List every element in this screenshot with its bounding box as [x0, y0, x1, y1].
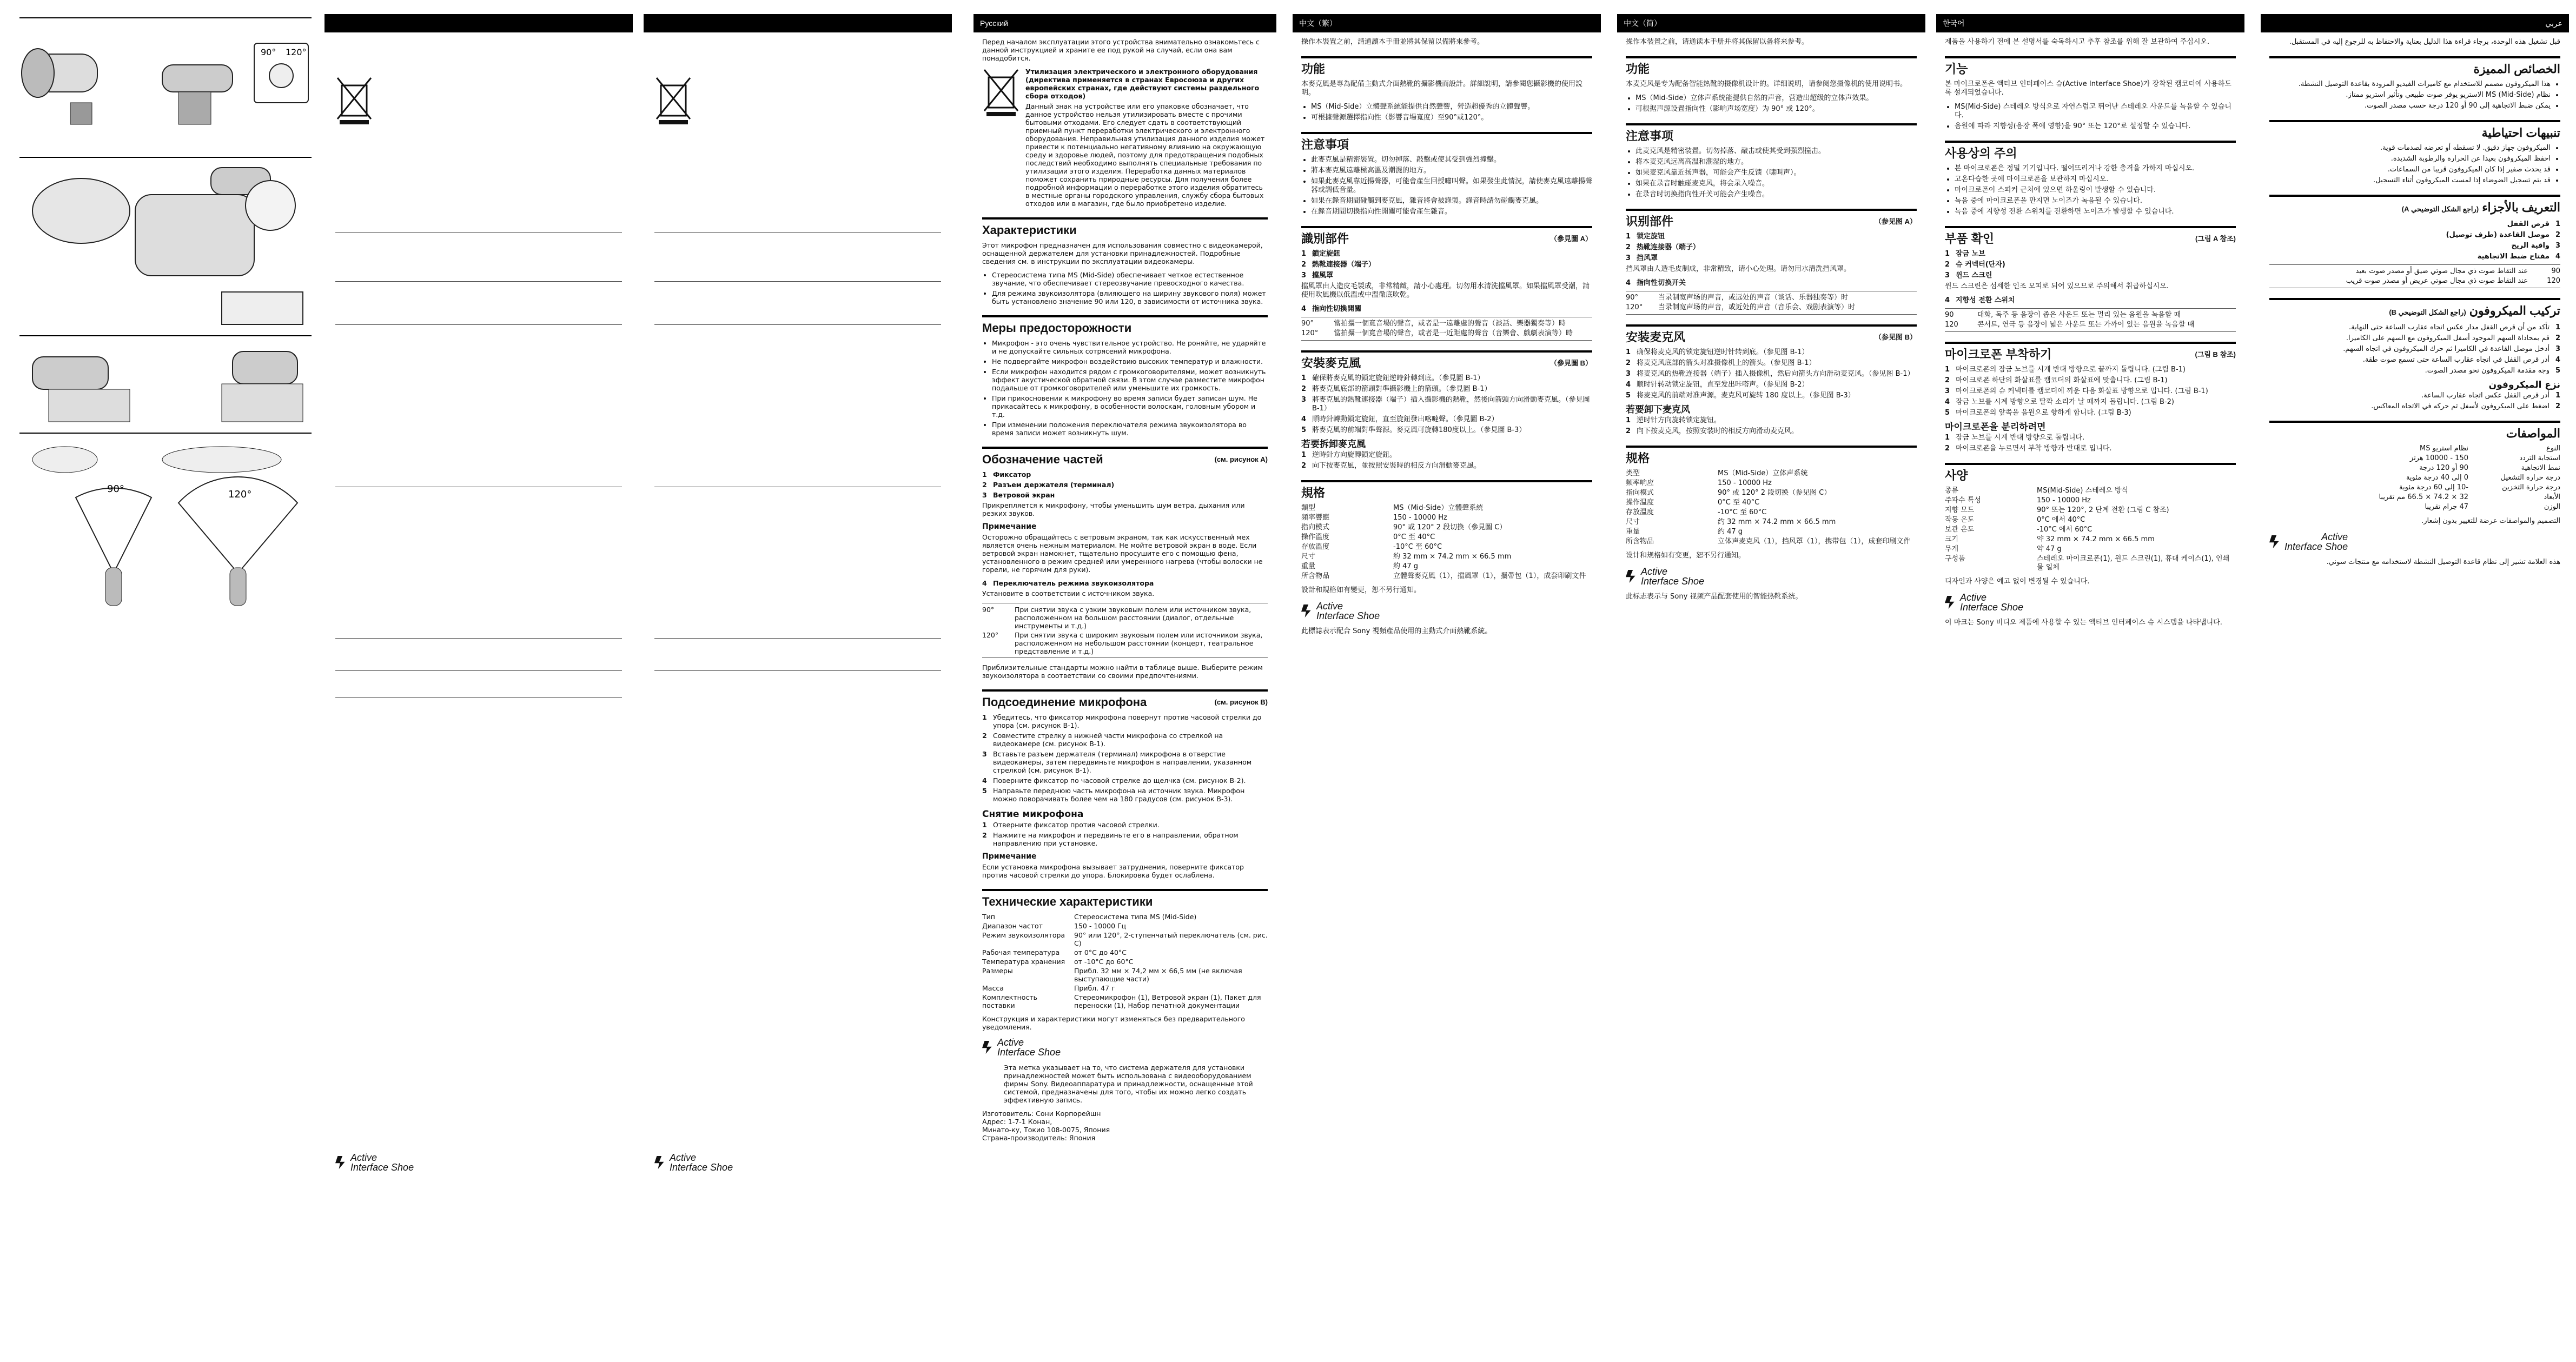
list-item: • 將本麥克風遠離極高溫及潮濕的地方。 [1311, 167, 1592, 175]
recycle-bin-icon [335, 76, 373, 127]
list-item: • При изменении положения переключателя режима звукоизолятора во время записи может возникнуть шум. [992, 421, 1268, 437]
step: 2 마이크로폰 하단의 화살표를 캠코더의 화살표에 맞춥니다. (그림 B-1) [1945, 376, 2168, 384]
list-item: • 在录音时切换指向性开关可能会产生噪音。 [1635, 190, 1917, 199]
blank-header-bar [325, 14, 633, 32]
precautions-list [982, 339, 1268, 437]
features-list [1626, 94, 1917, 114]
page-header: 한국어 [1936, 14, 2244, 32]
modes-table: 90° 當拍攝一個寬音場的聲音，或者是一遠離處的聲音（談話、樂器獨奏等）時 120° 當拍攝一個寬音場的聲音，或者是一近距處的聲音（音樂會、戲劇表演等）時 [1301, 317, 1592, 341]
active-interface-shoe-logo: Active Interface Shoe [1301, 601, 1592, 621]
features-heading: Характеристики [982, 217, 1268, 238]
attach-heading: تركيب الميكروفون (راجع الشكل التوضيحي B) [2269, 298, 2560, 320]
disposal-text: Данный знак на устройстве или его упаковке обозначает, что данное устройство нельзя утилизировать вместе с прочими бытовыми отходами. Его следует сдать в соответствующий приемный пункт переработки электрического и электронного оборудования. Неправильная утилизация данного изделия может привести к потенциально негативному влиянию на окружающую среду и здоровье людей, поэтому для предотвращения подобных последствий необходимо выполнять специальные требования по утилизации этого изделия. Переработка данных материалов поможет сохранить природные ресурсы. Для получения более подробной информации о переработке этого изделия обратитесь в местные органы городского управления, службу сбора бытовых отходов или в магазин, где было приобретено изделие. [1025, 102, 1265, 208]
figure-c-directivity [16, 438, 319, 616]
list-item: • 此麦克风是精密装置。切勿掉落、敲击或使其受到强烈撞击。 [1635, 147, 1917, 156]
precautions-heading: تنبيهات احتياطية [2269, 120, 2560, 141]
step: 3 將麥克風的熱靴連接器（端子）插入攝影機的熱靴，然後向箭頭方向滑動麥克風。（參見圖 B-1） [1301, 396, 1590, 413]
part-item: 2 熱靴連接器（端子） [1301, 261, 1376, 269]
list-item: • 如果在录音时触碰麦克风，将会录入噪音。 [1635, 180, 1917, 188]
part-item: 3 擋風罩 [1301, 271, 1334, 280]
intro-text: 제품을 사용하기 전에 본 설명서를 숙독하시고 추후 참조를 위해 잘 보관하여 주십시오. [1945, 38, 2210, 46]
part-item: 2 موصل القاعدة (طرف توصيل) [2446, 231, 2560, 239]
specs-note: التصميم والمواصفات عرضة للتغيير بدون إشعار. [2421, 517, 2560, 525]
list-item: • احفظ الميكروفون بعيدا عن الحرارة والرطوبة الشديدة. [2269, 155, 2551, 163]
features-list [1301, 103, 1592, 122]
features-text: Этот микрофон предназначен для использования совместно с видеокамерой, оснащенной держателем для установки принадлежностей. Подробные сведения см. в инструкции по эксплуатации видеокамеры. [982, 241, 1263, 265]
part-item: 4 지향성 전환 스위치 [1945, 296, 2015, 304]
intro-text: 操作本裝置之前，請通讀本手冊並將其保留以備將來參考。 [1301, 38, 1485, 46]
list-item: • MS（Mid-Side）立體聲系統能提供自然聲響，營造超優秀的立體聲響。 [1311, 103, 1592, 111]
specs-table: 类型 MS（Mid-Side）立体声系统 频率响应 150 - 10000 Hz 指向模式 90° 或 120° 2 段切换（参见图 C） 操作温度 0°C 至 40°C 存放温度 -10°C 至 60°C 尺寸 约 32 mm × 74.2 mm × 66.5 mm 重量 约 47 g 所含物品 立体声麦克风（1），挡风罩（1），携带包（1），成套印刷文件 [1626, 469, 1911, 546]
step: 2 마이크로폰을 누르면서 부착 방향과 반대로 밉니다. [1945, 444, 2112, 453]
list-item: • Стереосистема типа MS (Mid-Side) обеспечивает четкое естественное звучание, что обеспечивает стереозвучание превосходного качества. [992, 271, 1268, 287]
ais-text: 이 마크는 Sony 비디오 제품에 사용할 수 있는 액티브 인터페이스 슈 시스템을 나타냅니다. [1945, 619, 2222, 627]
parts-heading: 識別部件 （參見圖 A） [1301, 226, 1592, 247]
step: 2 将麦克风底部的箭头对准摄像机上的箭头。（参见图 B-1） [1626, 359, 1816, 367]
precautions-heading: 사용상의 주의 [1945, 141, 2236, 161]
remove-heading: Снятие микрофона [982, 809, 1084, 820]
figure-b-attach-steps [16, 162, 319, 335]
part-item: 2 热靴连接器（端子） [1626, 243, 1700, 251]
step: 4 أدر قرص القفل في اتجاه عقارب الساعة حتى تسمع صوت طقة. [2362, 356, 2560, 364]
list-item: • Если микрофон находится рядом с громкоговорителями, может возникнуть эффект акустической обратной связи. В этом случае разместите микрофон подальше от громкоговорителей или уменьшите их громкость. [992, 368, 1268, 392]
precautions-heading: 注意事項 [1301, 132, 1592, 152]
note-label: Примечание [982, 852, 1037, 861]
step: 2 Совместите стрелку в нижней части микрофона со стрелкой на видеокамере (см. рисунок B-1). [982, 732, 1223, 748]
list-item: • 본 마이크로폰은 정밀 기기입니다. 떨어뜨리거나 강한 충격을 가하지 마십시오. [1955, 164, 2236, 173]
list-item: • Для режима звукоизолятора (влияющего на ширину звукового поля) может быть установлено значение 90 или 120, в зависимости от источника звука. [992, 289, 1268, 305]
list-item: • يمكن ضبط الاتجاهية إلى 90 أو 120 درجة حسب مصدر الصوت. [2269, 102, 2551, 110]
list-item: • 可根據聲源選擇指向性（影響音場寬度）至90°或120°。 [1311, 114, 1592, 122]
specs-table: Тип Стереосистема типа MS (Mid-Side) Диапазон частот 150 - 10000 Гц Режим звукоизолятора 90° или 120°, 2-ступенчатый переключатель (см. рис. C) Рабочая температура от 0°C до 40°C Температура хранения от -10°C до 60°C Размеры Прибл. 32 мм × 74,2 мм × 66,5 мм (не включая выступающие части) Масса Прибл. 47 г Комплектность поставки Стереомикрофон (1), Ветровой экран (1), Пакет для переноски (1), Набор печатной документации [982, 913, 1268, 1009]
russian-page [974, 0, 1276, 1362]
remove-heading: نزع الميكروفون [2488, 380, 2560, 390]
features-text: 本麦克风是专为配备智能热靴的摄像机设计的。详细说明，请参阅您摄像机的使用说明书。 [1626, 80, 1908, 88]
features-heading: 功能 [1626, 56, 1917, 77]
attach-heading: 安装麦克风 （参见图 B） [1626, 324, 1917, 345]
specs-table: النوع نظام استريو MS استجابة التردد 150 - 10000 هرتز نمط الاتجاهية 90 أو 120 درجة درجة حرارة التشغيل 0 إلى 40 درجة مئوية درجة حرارة التخزين -10 إلى 60 درجة مئوية الأبعاد 32 × 74.2 × 66.5 مم تقريبا الوزن 47 جرام تقريبا [2379, 444, 2560, 511]
active-interface-shoe-logo: Active Interface Shoe [335, 1153, 414, 1172]
fig-label-90: 90° [261, 47, 276, 57]
ais-text: Эта метка указывает на то, что система держателя для установки принадлежностей может быть использована с видеооборудованием фирмы Sony. Видеоаппаратура и принадлежности, оснащенные этой системой, предназначены для того, чтобы их можно легко создать эффективную запись. [1004, 1064, 1253, 1104]
specs-table: 종류 MS(Mid-Side) 스테레오 방식 주파수 특성 150 - 10000 Hz 지향 모드 90° 또는 120°, 2 단계 전환 (그림 C 참조) 작동 온도 0°C 에서 40°C 보관 온도 -10°C 에서 60°C 크기 약 32 mm × 74.2 mm × 66.5 mm 무게 약 47 g 구성품 스테레오 마이크로폰(1), 윈드 스크린(1), 휴대 케이스(1), 인쇄물 일체 [1945, 487, 2230, 572]
modes-table: 90° 当录制宽声场的声音，或远处的声音（谈话、乐器独奏等）时 120° 当录制宽声场的声音，或近处的声音（音乐会、戏剧表演等）时 [1626, 291, 1917, 315]
features-list [2269, 80, 2560, 110]
features-heading: الخصائص المميزة [2269, 56, 2560, 77]
step: 1 逆時針方向旋轉鎖定旋鈕。 [1301, 451, 1397, 459]
active-interface-shoe-logo-2: Active Interface Shoe [654, 1153, 733, 1172]
figure-ref: (см. рисунок A) [1214, 455, 1268, 463]
precautions-list [1945, 164, 2236, 216]
zh-trad-page [1293, 0, 1601, 1362]
list-item: • هذا الميكروفون مصمم للاستخدام مع كاميرات الفيديو المزودة بقاعدة التوصيل النشطة. [2269, 80, 2551, 89]
maker-info: Изготовитель: Сони Корпорейшн Адрес: 1-7-1 Конан, Минато-ку, Токио 108-0075, Япония Страна-производитель: Япония [982, 1109, 1110, 1142]
attach-heading: Подсоединение микрофона (см. рисунок B) [982, 689, 1268, 710]
step: 2 將麥克風底部的箭頭對準攝影機上的箭頭。（參見圖 B-1） [1301, 385, 1492, 393]
features-list [1945, 103, 2236, 131]
step: 1 確保將麥克風的鎖定旋鈕逆時針轉到底。（參見圖 B-1） [1301, 374, 1485, 382]
specs-heading: 规格 [1626, 446, 1917, 466]
specs-note: 디자인과 사양은 예고 없이 변경될 수 있습니다. [1945, 577, 2090, 586]
active-interface-shoe-logo: Active Interface Shoe [982, 1038, 1268, 1057]
part-item: 2 Разъем держателя (терминал) [982, 481, 1115, 489]
remove-heading: 若要拆卸麥克風 [1301, 439, 1366, 450]
blank-header-bar-2 [644, 14, 952, 32]
parts-heading: التعريف بالأجزاء (راجع الشكل التوضيحي A) [2269, 195, 2560, 217]
features-heading: 기능 [1945, 56, 2236, 77]
step: 5 Направьте переднюю часть микрофона на источник звука. Микрофон можно поворачивать более чем на 180 градусов (см. рисунок B-3). [982, 787, 1245, 803]
parts-heading: 识别部件 （参见图 A） [1626, 209, 1917, 229]
specs-heading: المواصفات [2269, 421, 2560, 441]
step: 3 将麦克风的热靴连接器（端子）插入摄像机，然后向箭头方向滑动麦克风。（参见图 B-1） [1626, 370, 1915, 378]
precautions-list [2269, 144, 2560, 185]
step: 2 قم بمحاذاة السهم الموجود أسفل الميكروفون مع السهم على الكاميرا. [2346, 334, 2560, 342]
part-item: 3 واقية الريح [2511, 242, 2560, 250]
ais-text: 此標誌表示配合 Sony 視頻產品使用的主動式介面熱靴系統。 [1301, 627, 1492, 635]
remove-heading: 마이크로폰을 분리하려면 [1945, 422, 2046, 433]
part-desc: Прикрепляется к микрофону, чтобы уменьшить шум ветра, дыхания или резких звуков. [982, 501, 1245, 517]
modes-note: Приблизительные стандарты можно найти в таблице выше. Выберите режим звукоизолятора в соответствии со своими предпочтениями. [982, 663, 1263, 680]
modes-table: 90° При снятии звука с узким звуковым полем или источником звука, расположенном на большом расстоянии (диалог, отдельные инструменты и т.д.) 120° При снятии звука с широким звуковым полем или источником звука, расположенном на небольшом расстоянии (концерт, театральное представление и т.д.) [982, 603, 1268, 658]
list-item: • 녹음 중에 마이크로폰을 만지면 노이즈가 녹음될 수 있습니다. [1955, 197, 2236, 205]
illustration-column [0, 0, 319, 1362]
features-list [982, 271, 1268, 305]
intro-text: قبل تشغيل هذه الوحدة، برجاء قراءة هذا الدليل بعناية والاحتفاظ به للرجوع إليه في المستقبل. [2289, 38, 2560, 46]
list-item: • 可根据声源设置指向性（影响声场宽度）为 90° 或 120°。 [1635, 105, 1917, 114]
step: 4 順時針轉動鎖定旋鈕，直至旋鈕發出喀噠聲。（參見圖 B-2） [1301, 415, 1499, 423]
page-header: 中文（简） [1617, 14, 1925, 32]
remove-note: Если установка микрофона вызывает затруднения, поверните фиксатор против часовой стрелки до упора. Блокировка будет ослаблена. [982, 863, 1244, 879]
part-item: 1 قرص القفل [2507, 220, 2560, 228]
fig-label-120: 120° [286, 47, 307, 57]
step: 1 确保将麦克风的锁定旋钮逆时针转到底。（参见图 B-1） [1626, 348, 1809, 356]
step: 1 Отверните фиксатор против часовой стрелки. [982, 821, 1160, 829]
arabic-page [2261, 0, 2569, 1362]
step: 3 Вставьте разъем держателя (терминал) микрофона в отверстие видеокамеры, затем передвиньте микрофон в направлении, указанном стрелкой (см. рисунок B-1). [982, 750, 1252, 774]
figure-a-microphone-parts [16, 22, 319, 146]
step: 4 顺时针转动锁定旋钮，直至发出咔嗒声。（参见图 B-2） [1626, 381, 1809, 389]
blank-page-right [644, 0, 952, 1362]
precautions-heading: Меры предосторожности [982, 315, 1268, 336]
intro-text: 操作本装置之前，请通读本手册并将其保留以备将来参考。 [1626, 38, 1809, 46]
part-item: 4 指向性切换开关 [1626, 279, 1686, 287]
step: 2 Нажмите на микрофон и передвиньте его в направлении, обратном направлению при установке. [982, 831, 1239, 847]
part-item: 3 挡风罩 [1626, 254, 1658, 262]
intro-text: Перед началом эксплуатации этого устройства внимательно ознакомьтесь с данной инструкцией и храните ее под рукой на случай, если она вам понадобится. [982, 38, 1260, 62]
remove-heading: 若要卸下麦克风 [1626, 404, 1690, 415]
parts-heading: Обозначение частей (см. рисунок A) [982, 447, 1268, 467]
korean-page [1936, 0, 2244, 1362]
ais-text: 此标志表示与 Sony 视频产品配套使用的智能热靴系统。 [1626, 593, 1803, 601]
step: 1 逆时针方向旋转锁定旋钮。 [1626, 416, 1721, 424]
modes-table: 90 대화, 독주 등 음장이 좁은 사운드 또는 멀리 있는 음원을 녹음할 때 120 콘서트, 연극 등 음장이 넓은 사운드 또는 가까이 있는 음원을 녹음할 때 [1945, 308, 2236, 332]
specs-heading: Технические характеристики [982, 889, 1268, 909]
part-item: 1 锁定旋钮 [1626, 232, 1665, 241]
page-header: Русский [974, 14, 1276, 32]
part-item: 3 Ветровой экран [982, 491, 1055, 499]
part-note: 윈드 스크린은 섬세한 인조 모피로 되어 있으므로 주의해서 취급하십시오. [1945, 282, 2169, 290]
precautions-heading: 注意事项 [1626, 123, 1917, 144]
list-item: • Микрофон - это очень чувствительное устройство. Не роняйте, не ударяйте и не допускайте сильных сотрясений микрофона. [992, 339, 1268, 355]
note-text: Осторожно обращайтесь с ветровым экраном, так как искусственный мех является очень нежным материалом. Не мойте ветровой экран в воде. Если ветровой экран намокнет, тщательно просушите его с помощью фена, установленного в режим средней или умеренного нагрева (чтобы волоски не горели, не горячим для руки). [982, 533, 1263, 574]
step: 5 마이크로폰의 앞쪽을 음원으로 향하게 합니다. (그림 B-3) [1945, 409, 2131, 417]
part-item: 3 윈드 스크린 [1945, 271, 1992, 280]
list-item: • 고온다습한 곳에 마이크로폰을 보관하지 마십시오. [1955, 175, 2236, 184]
list-item: • 此麥克風是精密裝置。切勿掉落、敲擊或使其受到強烈撞擊。 [1311, 156, 1592, 164]
specs-heading: 規格 [1301, 480, 1592, 501]
specs-note: 设计和规格如有变更，恕不另行通知。 [1626, 552, 1746, 560]
step: 3 أدخل موصل القاعدة في الكاميرا ثم حرك الميكروفون في اتجاه السهم. [2343, 345, 2560, 353]
list-item: • الميكروفون جهاز دقيق. لا تسقطه أو تعرضه لصدمات قوية. [2269, 144, 2551, 152]
specs-heading: 사양 [1945, 463, 2236, 483]
attach-heading: 安裝麥克風 （參見圖 B） [1301, 350, 1592, 371]
precautions-list [1626, 147, 1917, 199]
active-interface-shoe-logo: Active Interface Shoe [1945, 593, 2236, 612]
list-item: • قد يتم تسجيل الضوضاء إذا لمست الميكروفون أثناء التسجيل. [2269, 176, 2551, 185]
part-item: 2 슈 커넥터(단자) [1945, 261, 2005, 269]
step: 5 將麥克風的前端對準聲源。麥克風可旋轉180度以上。（參見圖 B-3） [1301, 426, 1526, 434]
list-item: • 将本麦克风远离高温和潮湿的地方。 [1635, 158, 1917, 167]
part-item: 4 Переключатель режима звукоизолятора [982, 579, 1154, 587]
list-item: • 음원에 따라 지향성(음장 폭에 영향)을 90° 또는 120°로 설정할 수 있습니다. [1955, 122, 2236, 131]
step: 1 تأكد من أن قرص القفل مدار عكس اتجاه عقارب الساعة حتى النهاية. [2349, 323, 2560, 331]
list-item: • نظام MS (Mid-Side) الاستريو يوفر صوت طبيعي وتأثير استريو ممتاز. [2269, 91, 2551, 99]
step: 1 Убедитесь, что фиксатор микрофона повернут против часовой стрелки до упора (см. рисунок B-1). [982, 713, 1262, 729]
part-item: 1 잠금 노브 [1945, 250, 1985, 258]
figure-b3-rotation [16, 341, 319, 427]
step: 1 마이크로폰의 잠금 노브를 시계 반대 방향으로 끝까지 돌립니다. (그림 B-1) [1945, 366, 2186, 374]
features-text: 本麥克風是專為配備主動式介面熱靴的攝影機而設計。詳細說明，請參閱您攝影機的使用說明。 [1301, 80, 1583, 97]
parts-heading: 부품 확인 (그림 A 참조) [1945, 226, 2236, 247]
page-header: 中文（繁） [1293, 14, 1601, 32]
active-interface-shoe-logo: Active Interface Shoe [1626, 567, 1917, 586]
specs-note: Конструкция и характеристики могут изменяться без предварительного уведомления. [982, 1015, 1245, 1031]
zh-simp-page [1617, 0, 1925, 1362]
step: 3 마이크로폰의 슈 커넥터를 캠코더에 끼운 다음 화살표 방향으로 밉니다. (그림 B-1) [1945, 387, 2208, 395]
step: 1 잠금 노브를 시계 반대 방향으로 돌립니다. [1945, 434, 2085, 442]
list-item: • 마이크로폰이 스피커 근처에 있으면 하울링이 발생할 수 있습니다. [1955, 186, 2236, 195]
step: 2 向下按麥克風，並按照安裝時的相反方向滑動麥克風。 [1301, 462, 1481, 470]
recycle-bin-icon-2 [654, 76, 692, 127]
blank-page-left [325, 0, 633, 1362]
list-item: • При прикосновении к микрофону во время записи будет записан шум. Не прикасайтесь к микрофону, в особенности волоскам, головным убором и т.д. [992, 394, 1268, 418]
weee-bin-icon [982, 68, 1020, 116]
step: 4 잠금 노브를 시계 방향으로 딸깍 소리가 날 때까지 돌립니다. (그림 B-2) [1945, 398, 2174, 406]
step: 5 وجه مقدمة الميكروفون نحو مصدر الصوت. [2425, 367, 2560, 375]
features-text: 본 마이크로폰은 액티브 인터페이스 슈(Active Interface Shoe)가 장착된 캠코더에 사용하도록 설계되었습니다. [1945, 80, 2231, 97]
attach-heading: 마이크로폰 부착하기 (그림 B 참조) [1945, 342, 2236, 362]
part-item: 4 指向性切換開關 [1301, 305, 1362, 313]
specs-table: 類型 MS（Mid-Side）立體聲系統 頻率響應 150 - 10000 Hz 指向模式 90° 或 120° 2 段切換（參見圖 C） 操作溫度 0°C 至 40°C 存放溫度 -10°C 至 60°C 尺寸 約 32 mm × 74.2 mm × 66.5 mm 重量 約 47 g 所含物品 立體聲麥克風（1），擋風罩（1），攜帶包（1），成套印刷文件 [1301, 504, 1586, 580]
page-header: عربي [2261, 14, 2569, 32]
fig-c-label-90: 90° [107, 483, 124, 495]
step: 2 اضغط على الميكروفون لأسفل ثم حركه في الاتجاه المعاكس. [2371, 402, 2560, 410]
step: 4 Поверните фиксатор по часовой стрелке до щелчка (см. рисунок B-2). [982, 776, 1246, 785]
list-item: • 如果此麥克風靠近揚聲器，可能會產生回授嘯叫聲。如果發生此情況，請使麥克風遠離揚聲器或調低音量。 [1311, 177, 1592, 195]
step: 1 أدر قرص القفل عكس اتجاه عقارب الساعة. [2421, 391, 2560, 400]
precautions-list [1301, 156, 1592, 216]
ais-text: هذه العلامة تشير إلى نظام قاعدة التوصيل النشطة لاستخدامه مع منتجات سوني. [2326, 558, 2560, 566]
part-note: 挡风罩由人造毛皮制成，非常精致，请小心处理。请勿用水清洗挡风罩。 [1626, 265, 1851, 273]
list-item: • قد يحدث صفير إذا كان الميكروفون قريبا من السماعات. [2269, 165, 2551, 174]
disposal-title: Утилизация электрического и электронного оборудования (директива применяется в странах Евросоюза и других европейских странах, где действуют системы раздельного сбора отходов) [1025, 68, 1260, 100]
list-item: • MS(Mid-Side) 스테레오 방식으로 자연스럽고 뛰어난 스테레오 사운드를 녹음할 수 있습니다. [1955, 103, 2236, 120]
part-item: 1 Фиксатор [982, 470, 1031, 479]
active-interface-shoe-logo: Active Interface Shoe [2269, 532, 2560, 552]
list-item: • 在錄音期間切換指向性開關可能會產生雜音。 [1311, 208, 1592, 216]
note-label: Примечание [982, 522, 1037, 531]
part-note: 擋風罩由人造皮毛製成，非常精緻，請小心處理。切勿用水清洗擋風罩。如果擋風罩受潮，請使用吹風機以低溫或中溫徹底吹乾。 [1301, 282, 1590, 299]
list-item: • Не подвергайте микрофон воздействию высоких температур и влажности. [992, 357, 1268, 366]
step: 2 向下按麦克风，按照安装时的相反方向滑动麦克风。 [1626, 427, 1799, 435]
modes-table: 90 عند التقاط صوت ذي مجال صوتي ضيق أو مصدر صوت بعيد 120 عند التقاط صوت ذي مجال صوتي عريض أو مصدر صوت قريب [2269, 264, 2560, 288]
list-item: • 如果麦克风靠近扬声器，可能会产生反馈（啸叫声）。 [1635, 169, 1917, 177]
step: 5 将麦克风的前端对准声源。麦克风可旋转 180 度以上。（参见图 B-3） [1626, 391, 1855, 400]
part-desc: Установите в соответствии с источником звука. [982, 589, 1155, 597]
list-item: • MS（Mid-Side）立体声系统能提供自然的声音，营造出超级的立体声效果。 [1635, 94, 1917, 103]
list-item: • 녹음 중에 지향성 전환 스위치를 전환하면 노이즈가 발생할 수 있습니다. [1955, 208, 2236, 216]
specs-note: 設計和規格如有變更，恕不另行通知。 [1301, 586, 1421, 594]
fig-c-label-120: 120° [228, 489, 252, 500]
list-item: • 如果在錄音期間碰觸到麥克風，雜音將會被錄製。錄音時請勿碰觸麥克風。 [1311, 197, 1592, 205]
part-item: 1 鎖定旋鈕 [1301, 250, 1341, 258]
part-item: 4 مفتاح ضبط الاتجاهية [2477, 253, 2560, 261]
features-heading: 功能 [1301, 56, 1592, 77]
